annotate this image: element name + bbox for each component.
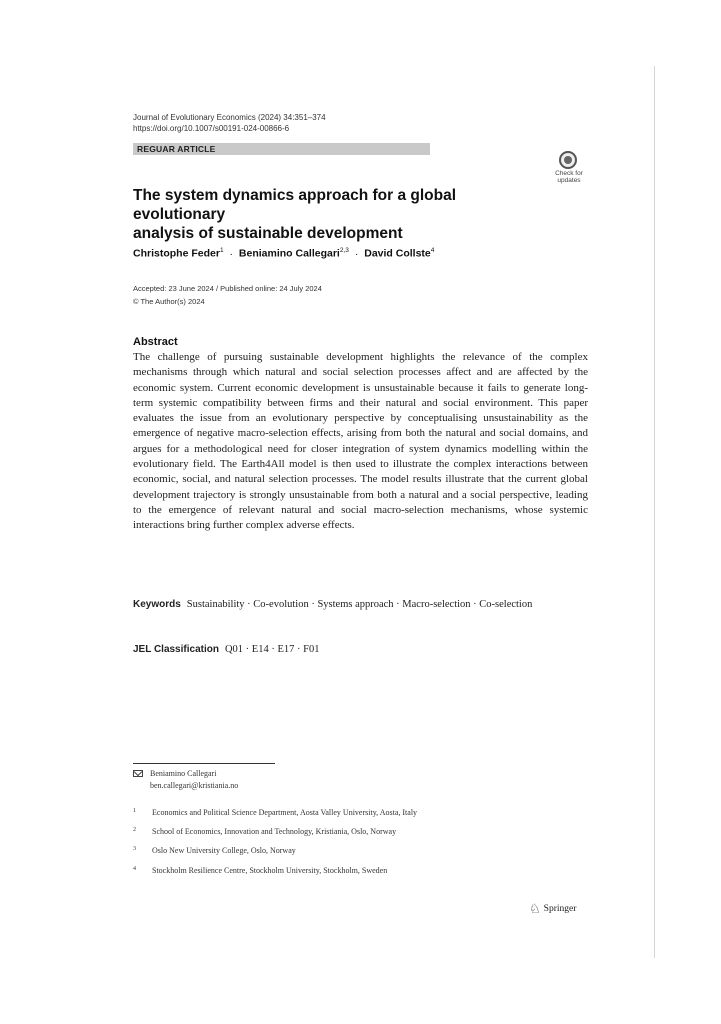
author-separator: ·	[354, 247, 359, 260]
accepted-published-date: Accepted: 23 June 2024 / Published online: 24 July 2024	[133, 284, 322, 293]
keywords-label: Keywords	[133, 599, 181, 610]
affiliation-number: 4	[133, 866, 136, 872]
article-title: The system dynamics approach for a global evolutionary analysis of sustainable development	[133, 187, 457, 242]
jel-classification	[133, 644, 319, 655]
article-type-label: REGUAR ARTICLE	[137, 144, 216, 154]
jel-label: JEL Classification	[133, 644, 219, 655]
article-type-bar	[133, 143, 430, 155]
corresponding-author-name: Beniamino Callegari	[150, 769, 217, 778]
doi-link[interactable]: https://doi.org/10.1007/s00191-024-00866-6	[133, 124, 290, 133]
publisher-name: Springer	[543, 904, 577, 914]
affiliation-number: 1	[133, 808, 136, 814]
affiliation-number: 3	[133, 846, 136, 852]
affiliation-item	[133, 808, 417, 817]
author-name[interactable]: Christophe Feder	[133, 247, 220, 260]
abstract-heading: Abstract	[133, 336, 178, 348]
affiliation-item	[133, 846, 296, 855]
affiliation-number: 2	[133, 827, 136, 833]
publication-dates	[133, 282, 322, 308]
affiliation-item	[133, 827, 396, 836]
keywords-text: Sustainability · Co-evolution · Systems approach · Macro-selection · Co-selection	[186, 599, 533, 610]
footnote-rule	[133, 763, 275, 764]
abstract-text: The challenge of pursuing sustainable development highlights the relevance of the complex mechanisms through which natural and social selection processes affect and are affected by the economic system. Current economic development is unsustainable because it fails to generate long-term systemic compatibility between firms and their natural and social environment. This paper evaluates the issue from an evolutionary perspective by conceptualising unsustainability as the emergence of negative macro-selection effects, arising from both the natural and social domains, and argues for a methodological need for closer integration of system dynamics modelling within the evolutionary field. The Earth4All model is then used to illustrate the complex interactions between economic, social, and natural selection processes. The model results illustrate that the current global development trajectory is strongly unsustainable from both a natural and a social perspective, leading to the emergence of relevant natural and social macro-selection mechanisms, whose systemic interactions bring further complex adverse effects.	[133, 351, 588, 532]
corresponding-author-email[interactable]: ben.callegari@kristiania.no	[150, 781, 239, 790]
keywords-section	[133, 598, 588, 613]
springer-horse-icon: ♘	[529, 901, 541, 916]
author-name[interactable]: Beniamino Callegari	[238, 247, 340, 260]
affiliation-text: Stockholm Resilience Centre, Stockholm University, Stockholm, Sweden	[152, 866, 388, 875]
author-list	[133, 247, 434, 260]
affiliation-text: Economics and Political Science Department, Aosta Valley University, Aosta, Italy	[152, 808, 418, 817]
affiliation-item	[133, 866, 387, 875]
affiliation-text: Oslo New University College, Oslo, Norway	[152, 846, 296, 855]
crossmark-label: Check for updates	[555, 170, 583, 184]
author-affiliation-mark: 4	[430, 247, 435, 254]
check-for-updates-button[interactable]	[552, 151, 586, 187]
affiliation-text: School of Economics, Innovation and Technology, Kristiania, Oslo, Norway	[152, 827, 397, 836]
journal-citation: Journal of Evolutionary Economics (2024) 34:351–374	[133, 113, 326, 122]
author-name[interactable]: David Collste	[364, 247, 431, 260]
author-affiliation-mark: 1	[219, 247, 224, 254]
crossmark-icon	[559, 151, 577, 169]
jel-codes: Q01 · E14 · E17 · F01	[224, 644, 320, 655]
publisher-logo	[529, 901, 576, 917]
author-affiliation-mark: 2,3	[339, 247, 349, 254]
journal-header	[133, 112, 326, 134]
correspondence-block	[133, 768, 333, 794]
envelope-icon	[133, 770, 143, 777]
author-separator: ·	[229, 247, 233, 260]
page-edge-divider	[654, 66, 655, 958]
copyright-notice: © The Author(s) 2024	[133, 297, 205, 306]
